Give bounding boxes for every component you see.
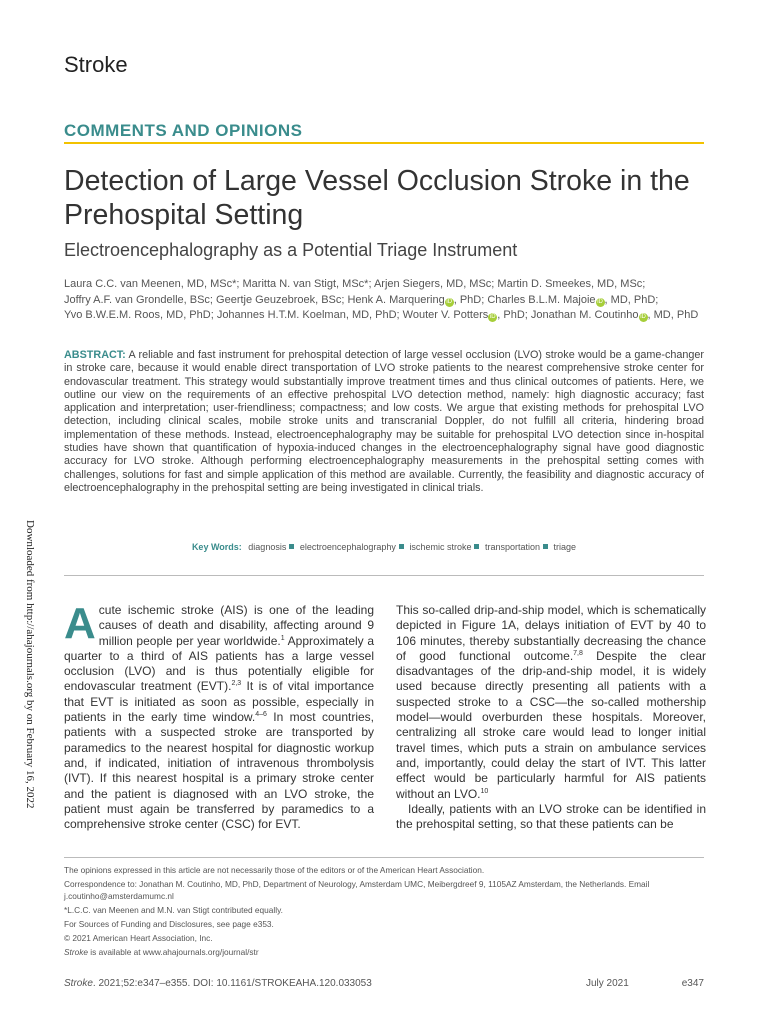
orcid-icon[interactable]: iD <box>640 314 646 321</box>
footer-citation: Stroke. 2021;52:e347–e355. DOI: 10.1161/STROKEAHA.120.033053 <box>64 978 372 989</box>
keywords <box>0 542 768 552</box>
footnotes <box>64 864 704 960</box>
reference[interactable]: 2,3 <box>231 680 242 688</box>
keyword-separator <box>399 544 404 549</box>
body-column-right <box>396 603 706 832</box>
keyword[interactable]: ischemic stroke <box>409 542 472 552</box>
author-line-1: Laura C.C. van Meenen, MD, MSc*; Maritta N. van Stigt, MSc*; Arjen Siegers, MD, MSc; Martin D. Smeekes, MD, MSc; <box>64 278 646 290</box>
section-label: COMMENTS AND OPINIONS <box>64 121 303 140</box>
footnote-correspondence[interactable]: Correspondence to: Jonathan M. Coutinho, MD, PhD, Department of Neurology, Amsterdam UMC, Meibergdreef 9, 1105AZ Amsterdam, the Netherlands. Email j.coutinho@amsterdamumc.nl <box>64 879 650 901</box>
reference[interactable]: 10 <box>480 787 489 795</box>
body-paragraph: Acute ischemic stroke (AIS) is one of the leading causes of death and disability, affecting around 9 million people per year worldwide.$^1$ Approximately a quarter to a third of AIS patients has a large vessel occlusion (LVO) and is thus potentially eligible for endovascular treatment (EVT).$^{2,3}$ It is of vital importance that EVT is initiated as soon as possible, especially in patients in the early time window.$^{4-6}$ In most countries, patients with a suspected stroke are transported by paramedics to the nearest hospital for diagnostic workup and, if indicated, initiation of intravenous thrombolysis (IVT). If this nearest hospital is a primary stroke center and the patient is diagnosed with an LVO stroke, the patient must again be transferred by paramedics to a comprehensive stroke center (CSC) for EVT. <box>64 599 375 832</box>
drop-cap: A <box>64 599 96 648</box>
footnote-copyright: © 2021 American Heart Association, Inc. <box>64 933 213 943</box>
footnote-equal-contribution: *L.C.C. van Meenen and M.N. van Stigt contributed equally. <box>64 905 283 915</box>
orcid-icon[interactable]: iD <box>489 314 496 321</box>
footnote-funding: For Sources of Funding and Disclosures, see page e353. <box>64 919 274 929</box>
keywords-label: Key Words: <box>191 542 242 552</box>
keyword-separator <box>474 544 479 549</box>
keyword-separator <box>289 544 294 549</box>
footnote-divider <box>64 857 704 858</box>
body-paragraph: Ideally, patients with an LVO stroke can be identified in the prehospital setting, so that these patients can be <box>396 801 706 832</box>
divider <box>64 575 704 576</box>
author-line-2: Joffry A.F. van Grondelle, BSc; Geertje Geuzebroek, BSc; Henk A. Marquering iD , PhD; Charles B.L.M. Majoie iD , MD, PhD; <box>64 293 659 306</box>
download-watermark: Downloaded from http://ahajournals.org by on February 16, 2022 <box>24 520 36 809</box>
author-list <box>64 277 714 324</box>
reference[interactable]: 1 <box>280 634 285 642</box>
abstract <box>64 349 704 495</box>
reference[interactable]: 4–6 <box>255 711 267 719</box>
orcid-icon[interactable]: iD <box>446 298 453 305</box>
keyword[interactable]: transportation <box>484 542 541 552</box>
keyword[interactable]: triage <box>553 542 577 552</box>
body-paragraph: This so-called drip-and-ship model, which is schematically depicted in Figure 1A, delays initiation of EVT by 40 to 106 minutes, thereby substantially decreasing the chance of good functional outcome.$^{7,8}$ Despite the clear disadvantages of the drip-and-ship model, it is widely used because directly presenting all patients with a suspected stroke to a CSC—the so-called mothership model—would overburden these hospitals. Moreover, centralizing all stroke care would lead to longer initial travel times, which puts a strain on ambulance services and, importantly, could delay the start of IVT. This latter effect would be particularly harmful for AIS patients without an LVO.$^{10}$ <box>396 603 706 801</box>
journal-name: Stroke <box>64 52 128 77</box>
orcid-icon[interactable]: iD <box>597 298 603 305</box>
body-column-left <box>64 599 375 832</box>
article-subtitle: Electroencephalography as a Potential Triage Instrument <box>64 240 518 260</box>
page-number: e347 <box>681 978 704 989</box>
footnote-disclaimer: The opinions expressed in this article are not necessarily those of the editors or of the American Heart Association. <box>64 865 485 875</box>
article-title: Detection of Large Vessel Occlusion Stroke in the Prehospital Setting <box>64 165 690 231</box>
footnote-availability[interactable]: Stroke is available at www.ahajournals.org/journal/str <box>64 947 259 957</box>
abstract-label: ABSTRACT: <box>64 349 126 361</box>
footer-date: July 2021 <box>586 978 629 989</box>
author-line-3: Yvo B.W.E.M. Roos, MD, PhD; Johannes H.T.M. Koelman, MD, PhD; Wouter V. Potters iD , PhD; Jonathan M. Coutinho iD , MD, PhD <box>64 309 699 322</box>
abstract-text: A reliable and fast instrument for prehospital detection of large vessel occlusion (LVO) stroke would be a game-changer in stroke care, because it would enable direct transportation of LVO stroke patients to the nearest comprehensive stroke center for endovascular treatment. This strategy would substantially improve treatment times and thus clinical outcomes of patients. Here, we outline our view on the requirements of an effective prehospital LVO detection method, namely: high diagnostic accuracy; fast application and interpretation; user-friendliness; compactness; and low costs. We argue that existing methods for prehospital LVO detection, including clinical scales, mobile stroke units and transcranial Doppler, do not fulfill all criteria, hindering broad implementation of these methods. Instead, electroencephalography may be suitable for prehospital LVO detection since in-hospital studies have shown that quantification of hypoxia-induced changes in the electroencephalography signal have good diagnostic accuracy for LVO stroke. Although performing electroencephalography measurements in the prehospital setting comes with challenges, solutions for fast and simple application of this method are available. Currently, the feasibility and diagnostic accuracy of electroencephalography in the prehospital setting are being investigated in clinical trials. <box>64 349 704 494</box>
keyword[interactable]: diagnosis <box>248 542 287 552</box>
reference[interactable]: 7,8 <box>573 649 583 657</box>
keyword-separator <box>543 544 548 549</box>
keyword[interactable]: electroencephalography <box>299 542 396 552</box>
section-rule <box>64 142 704 144</box>
